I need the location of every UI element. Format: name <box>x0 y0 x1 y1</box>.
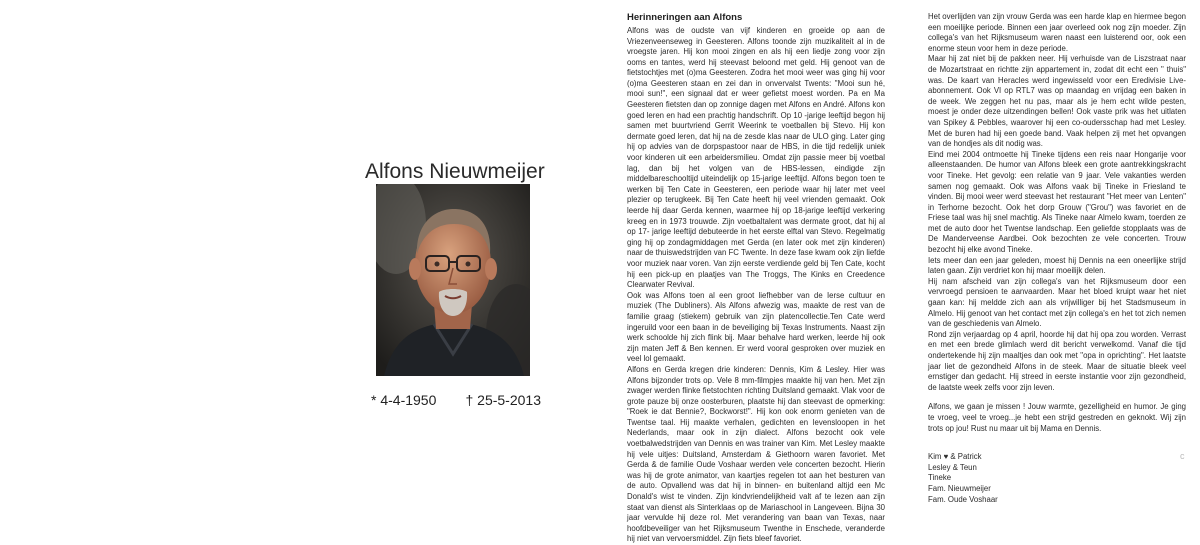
memory-paragraph: Eind mei 2004 ontmoette hij Tineke tijdens een reis naar Hongarije voor alleenstaanden. De humor van Alfons bleek een grote aantrekkingskracht voor Tineke. Het gevolg: een relatie van 9 jaar. Vele vakanties werden samen nog gemaakt. Ook was Alfons vaak bij Tineke in Friesland te vinden. Bij mooi weer werd steevast het restaurant "Het meer van Lenten" in Terhorne bezocht. Ook het dorp Grouw ("Grou") was favoriet en de Friese taal was hij snel machtig. Als Tineke naar Almelo kwam, toerden ze met de auto door het Twentse landschap. Een geliefde stopplaats was de De Manderveense Aardbei. Ook bezochten ze vele concerten. Trouw bezocht hij elke avond Tineke. <box>928 149 1186 255</box>
memory-paragraph: Alfons en Gerda kregen drie kinderen: Dennis, Kim & Lesley. Hier was Alfons bijzonder trots op. Vele 8 mm-filmpjes maakte hij van hen. Met zijn zwager werden flinke fietstochten richting Duitsland gemaakt. Vlak voor de grote pauze bij onze oosterburen, plaatste hij dan steevast de opmerking: "Roek ie dat Bennie?, Bockworst!". Hij kon ook enorm genieten van de Twentse taal. Hij maakte verhalen, gedichten en levensloopen in het Nederlands, maar ook in zijn dialect. Alfons bezocht ook vele voetbalwedstrijden van Dennis en was trainer van Kim. Met Lesley maakte hij vele uitjes: Duitsland, Amsterdam & Giethoorn waren favoriet. Met Gerda & de familie Oude Voshaar werden vele concerten bezocht. Hierin was hij de grote animator, van kaartjes regelen tot aan het besturen van de auto. Opvallend was dat hij in binnen- en buitenland altijd een Mc Donald's wist te vinden. Zijn kindvriendelijkheid valt af te lezen aan zijn staat van dienst als Sinterklaas op de Mariaschool in Langeveen. Bijna 30 jaar vervulde hij deze rol. Met verandering van baan van Texas, naar hoofdbeveiliger van het Rijksmuseum Twenthe in Enschede, veranderde hij niet van vervoersmiddel. Zijn fiets bleef favoriet. <box>627 364 885 544</box>
memory-paragraph: Maar hij zat niet bij de pakken neer. Hij verhuisde van de Liszstraat naar de Mozartstraat en richtte zijn appartement in, zodat dit echt een " thuis" was. De kaart van Heracles werd ingewisseld voor een Eredivisie Live- abonnement. Ook VI op RTL7 was op maandag en vrijdag een baken in de week. We zeggen het nu pas, maar als je hem echt wilde pesten, moest je onder deze uitzendingen bellen! Ook vaste prik was het uitlaten van Spikey & Pebbles, waarover hij een co-oudersschap had met Lesley. Met de buren had hij een goede band. Vaak helpen zij met het opvangen van de hondjes als dit nodig was. <box>928 54 1186 149</box>
birth-date: * 4-4-1950 <box>371 392 437 408</box>
memories-column-2 <box>928 12 1186 505</box>
signature-line: Kim ♥ & Patrick <box>928 452 982 462</box>
signature-line: Fam. Oude Voshaar <box>928 494 998 504</box>
life-dates <box>371 392 541 408</box>
memory-paragraph: Ook was Alfons toen al een groot liefhebber van de Ierse cultuur en muziek (The Dubliners). Als Alfons afwezig was, maakte de rest van de familie graag (stiekem) gebruik van zijn platencollectie.Ten Cate werd ingeruild voor een baan in de beveiliging bij Texas Instruments. Naast zijn werk schoolde hij zich flink bij. Maar behalve hard werken, leerde hij ook zijn maten Jeff & Ben kennen. Er werd vooral gesproken over muziek en veel lol gemaakt. <box>627 290 885 364</box>
signature-line: Tineke <box>928 473 952 483</box>
portrait-illustration <box>376 184 530 376</box>
death-date: † 25-5-2013 <box>465 392 541 408</box>
memory-paragraph: Het overlijden van zijn vrouw Gerda was een harde klap en hiermee begon een moeilijke periode. Binnen een jaar overleed ook nog zijn moeder. Zijn collega's van het Rijksmuseum waren naast een luisterend oor, ook een enorme steun voor hem in deze periode. <box>928 12 1186 53</box>
page-mark: c <box>1180 451 1185 461</box>
memory-paragraph: Rond zijn verjaardag op 4 april, hoorde hij dat hij opa zou worden. Verrast en met een brede glimlach werd dit bericht verwelkomd. Vanaf die tijd ondertekende hij zijn maaltjes dan ook met "opa in oprichting". Het laatste jaar liet de gezondheid Alfons in de steek. Maar de situatie bleek veel ernstiger dan gedacht. Hij streed in eerste instantie voor zijn gezondheid, de laatste week zelfs voor zijn leven. <box>928 329 1186 392</box>
portrait-photo <box>376 184 530 376</box>
farewell-text: Alfons, we gaan je missen ! Jouw warmte, gezelligheid en humor. Je ging te vroeg, veel te vroeg...je hebt een strijd gestreden en geknokt. Wij zijn trots op jou! Rust nu maar uit bij Mama en Dennis. <box>928 402 1186 433</box>
memory-paragraph: Iets meer dan een jaar geleden, moest hij Dennis na een oneerlijke strijd laten gaan. Zijn verdriet kon hij maar moeilijk delen. <box>928 255 1186 276</box>
card-front <box>0 0 600 476</box>
memory-paragraph: Hij nam afscheid van zijn collega's van het Rijksmuseum door een vervroegd pensioen te aanvaarden. Maar het bloed kruipt waar het niet gaan kan: hij meldde zich aan als vrijwilliger bij het Stadsmuseum in Almelo. Hij genoot van het contact met zijn collega's en het tot zich nemen van de geschiedenis van Almelo. <box>928 276 1186 329</box>
memory-paragraph: Alfons was de oudste van vijf kinderen en groeide op aan de Vriezenveenseweg in Geesteren. Alfons toonde zijn muzikaliteit al in de vroegste jaren. Hij kon mooi zingen en als hij een liedje zong voor zijn ooms en tantes, werd hij steevast beloond met geld. Hij genoot van de fietstochtjes met (o)ma Geesteren. Zodra het mooi weer was ging hij voor (o)ma Geesteren staan en zei dan in onvervalst Twents: "Mooi sun hé, mooi sun!", een signaal dat er weer gefietst moest worden. Pa en Ma Geesteren fietsten dan op zonnige dagen met Alfons en André. Alfons kon goed leren en had een prachtig handschrift. Op 10 -jarige leeftijd begon hij samen met buurtvriend Gerrit Weerink te voetballen bij Stevo. Hij kon dermate goed leren, dat hij na de zesde klas naar de ULO ging. Later ging hij op advies van de dorpspastoor naar de HBS, in die tijd redelijk uniek voor kinderen uit een arbeidersmilieu. Omdat zijn passie meer bij voetbal lag, dan bij het volgen van de HBS-lessen, eindigde zijn middelbareschooltijd uiteindelijk op 15-jarige leeftijd. Alfons begon toen te werken bij Ten Cate in Geesteren, een periode waar hij later met veel plezier op terugkeek. Bij Ten Cate heeft hij veel vrienden gemaakt. Ook leerde hij daar Gerda kennen, waarmee hij op 18-jarige leeftijd verkering kreeg en in 1973 trouwde. Zijn voetbaltalent was dermate groot, dat hij al op 17- jarige leeftijd debuteerde in het eerste elftal van Stevo. Regelmatig ging hij op zondagmiddagen met Gerda (en later ook met zijn kinderen) naar de thuiswedstrijden van FC Twente. In deze fase kwam ook zijn liefde voor muziek naar voren. Van zijn eerste verdiende geld bij Ten Cate, kocht hij een pick-up en plaatjes van The Troggs, The Kinks en Creedence Clearwater Revival. <box>627 25 885 290</box>
signature-line: Fam. Nieuwmeijer <box>928 483 991 493</box>
memories-column-1 <box>627 12 885 545</box>
memories-title: Herinneringen aan Alfons <box>627 12 743 23</box>
deceased-name: Alfons Nieuwmeijer <box>365 160 545 183</box>
signature-line: Lesley & Teun <box>928 462 977 472</box>
